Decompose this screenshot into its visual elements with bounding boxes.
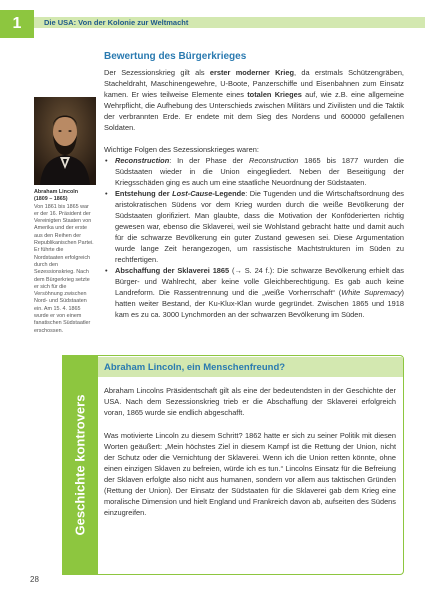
list-item: • Abschaffung der Sklaverei 1865 (→ S. 24 f.): Die schwarze Bevölkerung erhielt das Bürger- und Wahlrecht, aber keine volle Gleichberechtigung. Es gab auch keine Landreform. Die Rassentrennung und die „weiße Vorherrschaft“ (White Supremacy) hatten weiter Bestand, der Ku-Klux-Klan wurde gegründet. Zwischen 1865 und 1918 kam es zu ca. 3000 Lynchmorden an der schwarzen Bevölkerung im Süden. (104, 265, 404, 320)
section-title: Bewertung des Bürgerkrieges (104, 51, 247, 62)
chapter-number-badge: 1 (0, 10, 34, 38)
page-header (0, 0, 425, 38)
list-item: • Entstehung der Lost-Cause-Legende: Die Tugenden und die Wirtschaftsordnung des aristokratischen Südens vor dem Krieg wurden durch die weiße Bevölkerung der Südstaaten glorifiziert. Man glaubte, dass die Motivation der Konföderierten richtig gewesen war, ebenso die Sklaverei, weil sie Wohlstand gebracht hatte und damit auch für die schwarze Bevölkerung ein guter Zustand gewesen sei. Diese Argumentation wurde lange Zeit herangezogen, um rassistische Machtstrukturen im Süden zu rechtfertigen. (104, 188, 404, 265)
controversy-paragraph-1: Abraham Lincolns Präsidentschaft gilt als eine der bedeutendsten in der Geschichte der USA. Nach dem Sezessionskrieg trieb er die Abschaffung der Sklaverei erfolgreich voran, 1865 wurde sie endlich abgeschafft. (104, 386, 396, 417)
list-item: • Reconstruction: In der Phase der Reconstruction 1865 bis 1877 wurden die Südstaaten wieder in die Union eingegliedert. Neben der Beseitigung der Kriegsschäden ging es auch um eine staatliche Neuordnung der Südstaaten. (104, 155, 404, 188)
chapter-title: Die USA: Von der Kolonie zur Weltmacht (44, 18, 189, 27)
consequences-intro: Wichtige Folgen des Sezessionskrieges waren: (104, 145, 259, 154)
portrait-illustration (34, 97, 96, 185)
lincoln-portrait (34, 97, 96, 185)
controversy-paragraph-2: Was motivierte Lincoln zu diesem Schritt? 1862 hatte er sich zu seiner Politik mit diesen Worten geäußert: „Mein höchstes Ziel in diesem Kampf ist die Rettung der Union, nicht der Schutz oder die Vernichtung der Sklaverei. Wenn ich die Union retten könnte, ohne einen einzigen Sklaven zu befreien, würde ich es tun.“ Lincolns Einsatz für die Befreiung der Sklaven erfolgte also nicht aus humanen, sondern vor allem aus taktischen Gründen (Rettung der Union). Der Einsatz der Südstaaten für die Sklaverei gab dem Krieg eine moralische Dimension und hielt England und Frankreich davon ab, aufseiten des Südens einzugreifen. (104, 431, 396, 517)
intro-paragraph: Der Sezessionskrieg gilt als erster moderner Krieg, da erstmals Schützengräben, Stacheldraht, Maschinengewehre, U-Boote, Panzerschiffe und Eisenbahnen zum Einsatz kamen. Er wies teilweise Elemente eines totalen Krieges auf, wie z.B. eine allgemeine Wehrpflicht, die Aufhebung des Unterschieds zwischen Militärs und Zivilisten und die Taktik der verbrannten Erde. Er endete mit dem Sieg des Nordens und 600000 gefallenen Soldaten. (104, 68, 404, 132)
controversy-title: Abraham Lincoln, ein Menschenfreund? (104, 362, 286, 373)
caption-text: Von 1861 bis 1865 war er der 16. Präsident der Vereinigten Staaten von Amerika und der erste aus den Reihen der Republikanischen Partei. Er führte die Nordstaaten erfolgreich durch den Sezessionskrieg. Nach dem Bürgerkrieg setzte er sich für die Versöhnung zwischen Nord- und Südstaaten ein. Am 15. 4. 1865 wurde er von einem fanatischen Südstaatler erschossen. (34, 203, 94, 334)
controversy-side-label: Geschichte kontrovers (72, 394, 88, 536)
page-number: 28 (30, 575, 39, 584)
cross-reference-link[interactable]: (→ S. 24 f.) (229, 266, 273, 275)
caption-name: Abraham Lincoln (34, 189, 79, 195)
consequences-list (104, 155, 404, 320)
portrait-caption (34, 189, 94, 335)
caption-years: (1809 – 1865) (34, 196, 68, 203)
